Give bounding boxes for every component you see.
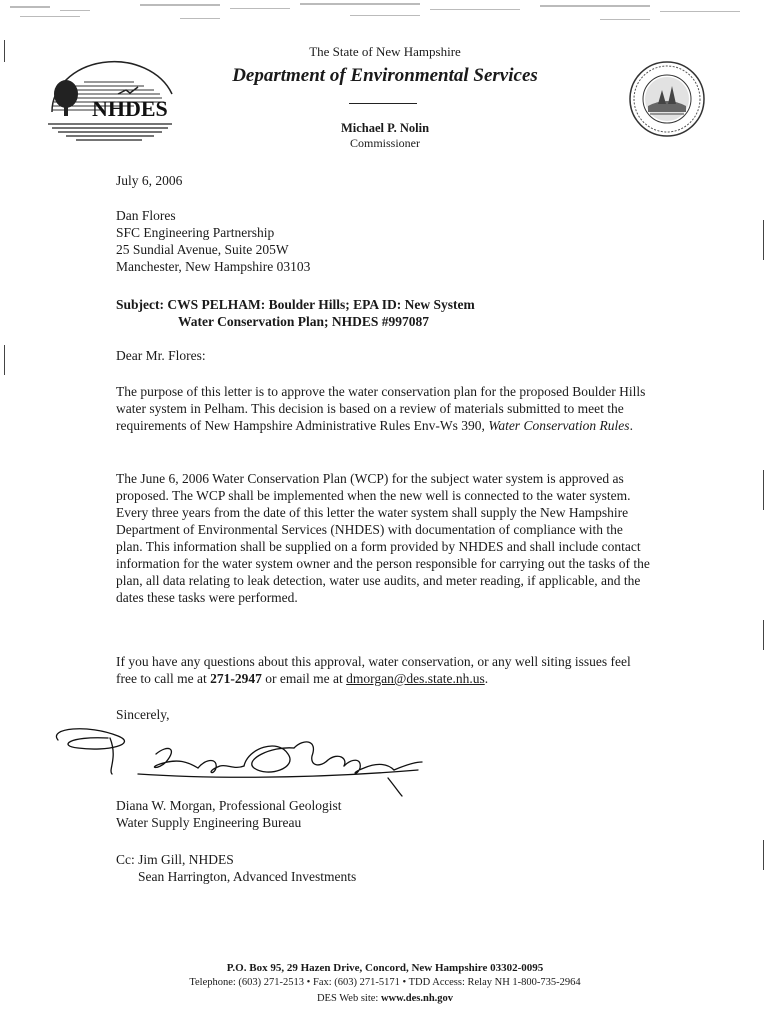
- recipient-line: Dan Flores: [116, 208, 176, 223]
- paragraph-text: The purpose of this letter is to approve the water conservation plan for the proposed Boulder Hills water system in Pelham. This decision is based on a review of materials submitted to meet the requirements of New Hampshire Administrative Rules Env-Ws 390,: [116, 384, 646, 433]
- paragraph-text: If you have any questions about this approval, water conservation, or any well siting issues feel free to call me at: [116, 654, 631, 686]
- signer-name: Diana W. Morgan, Professional Geologist: [116, 798, 342, 813]
- signer-block: [116, 797, 656, 831]
- recipient-address: [116, 207, 656, 275]
- recipient-line: 25 Sundial Avenue, Suite 205W: [116, 242, 289, 257]
- commissioner-title: Commissioner: [349, 136, 420, 150]
- footer-address: P.O. Box 95, 29 Hazen Drive, Concord, New Hampshire 03302-0095: [226, 962, 544, 974]
- paragraph-contact: [116, 653, 636, 687]
- scan-edge-mark: [763, 220, 764, 260]
- scan-edge-mark: [763, 470, 764, 510]
- cc-line: Cc: Jim Gill, NHDES: [116, 852, 234, 867]
- scan-edge-mark: [763, 840, 764, 870]
- footer-phones: Telephone: (603) 271-2513 • Fax: (603) 271-5171 • TDD Access: Relay NH 1-800-735-2964: [189, 977, 581, 988]
- recipient-line: SFC Engineering Partnership: [116, 225, 275, 240]
- footer-website: [0, 993, 770, 1004]
- state-name: The State of New Hampshire: [309, 44, 461, 59]
- paragraph-approval-purpose: [116, 383, 650, 434]
- paragraph-text: .: [484, 671, 489, 686]
- signer-bureau: Water Supply Engineering Bureau: [116, 815, 302, 830]
- rules-title: Water Conservation Rules: [488, 418, 630, 433]
- scan-edge-mark: [4, 40, 5, 62]
- paragraph-text: .: [629, 418, 633, 433]
- phone-number: 271-2947: [210, 671, 262, 686]
- website-label: DES Web site:: [316, 993, 381, 1004]
- email-link[interactable]: dmorgan@des.state.nh.us: [346, 671, 485, 686]
- salutation: Dear Mr. Flores:: [116, 348, 206, 363]
- paragraph-text: or email me at: [261, 671, 347, 686]
- scan-edge-mark: [4, 345, 5, 375]
- cc-line: Sean Harrington, Advanced Investments: [138, 869, 357, 884]
- logo-text: NHDES: [92, 96, 168, 121]
- handwritten-signature: [48, 718, 423, 798]
- paragraph-wcp-requirements: The June 6, 2006 Water Conservation Plan (WCP) for the subject water system is approved as proposed. The WCP shall be implemented when the new well is connected to the water system. Every three years from the date of this letter the water system shall supply the New Hampshire Department of Environmental Services (NHDES) with documentation of compliance with the plan. This information shall be supplied on a form provided by NHDES and shall include contact information for the water system owner and the person responsible for carrying out the tasks of the plan, all data relating to leak detection, water use audits, and meter reading, if applicable, and the dates these tasks were performed.: [116, 471, 650, 605]
- department-name: Department of Environmental Services: [232, 65, 538, 86]
- scan-edge-mark: [763, 620, 764, 650]
- letter-date: July 6, 2006: [116, 173, 183, 188]
- subject-line-1: Subject: CWS PELHAM: Boulder Hills; EPA ID: New System: [116, 297, 475, 312]
- subject-line: [116, 296, 475, 330]
- closing: Sincerely,: [116, 707, 170, 722]
- scan-noise-top: [0, 0, 770, 30]
- commissioner-name: Michael P. Nolin: [340, 121, 430, 135]
- header-divider: [349, 103, 417, 104]
- cc-block: [116, 851, 656, 885]
- recipient-line: Manchester, New Hampshire 03103: [116, 259, 311, 274]
- website-link[interactable]: www.des.nh.gov: [380, 993, 454, 1004]
- subject-line-2: Water Conservation Plan; NHDES #997087: [178, 314, 430, 329]
